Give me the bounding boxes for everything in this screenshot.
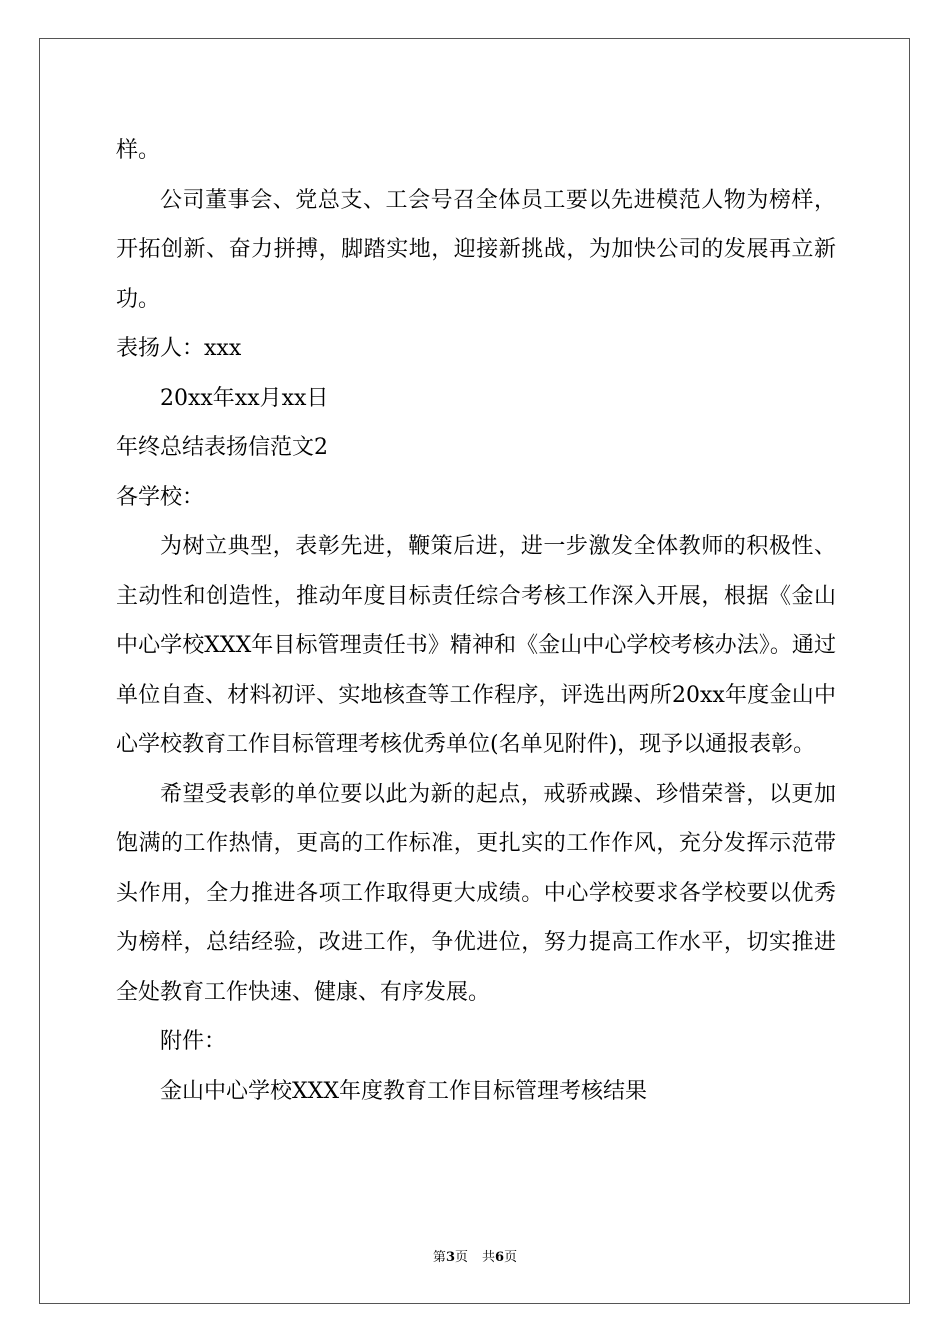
page-total: 6 [495,1250,505,1265]
paragraph-commendation: 为树立典型，表彰先进，鞭策后进，进一步激发全体教师的积极性、主动性和创造性，推动年度目标责任综合考核工作深入开展，根据《金山中心学校XXX年目标管理责任书》精神和《金山中心学校考核办法》。通过单位自查、材料初评、实地核查等工作程序，评选出两所20xx年度金山中心学校教育工作目标管理考核优秀单位(名单见附件)，现予以通报表彰。 [116,534,836,757]
total-prefix: 共 [482,1250,496,1265]
page-footer [0,1246,950,1265]
paragraph-expectation: 希望受表彰的单位要以此为新的起点，戒骄戒躁、珍惜荣誉，以更加饱满的工作热情，更高的工作标准，更扎实的工作作风，充分发挥示范带头作用，全力推进各项工作取得更大成绩。中心学校要求各学校要以优秀为榜样，总结经验，改进工作，争优进位，努力提高工作水平，切实推进全处教育工作快速、健康、有序发展。 [116,781,836,1005]
document-body [116,126,836,1116]
salutation: 各学校： [116,484,205,510]
page-prefix: 第 [432,1250,446,1265]
section-title: 年终总结表扬信范文2 [116,435,328,460]
attachment-label: 附件： [160,1029,227,1054]
paragraph-continuation: 样。 [116,138,161,163]
total-suffix: 页 [504,1250,518,1265]
attachment-title: 金山中心学校XXX年度教育工作目标管理考核结果 [160,1078,647,1104]
page-suffix: 页 [454,1250,468,1265]
date-line: 20xx年xx月xx日 [160,385,329,411]
signer-line: 表扬人：xxx [116,336,242,361]
page-current: 3 [445,1250,455,1265]
paragraph-call-to-action: 公司董事会、党总支、工会号召全体员工要以先进模范人物为榜样，开拓创新、奋力拼搏，脚踏实地，迎接新挑战，为加快公司的发展再立新功。 [116,187,836,312]
